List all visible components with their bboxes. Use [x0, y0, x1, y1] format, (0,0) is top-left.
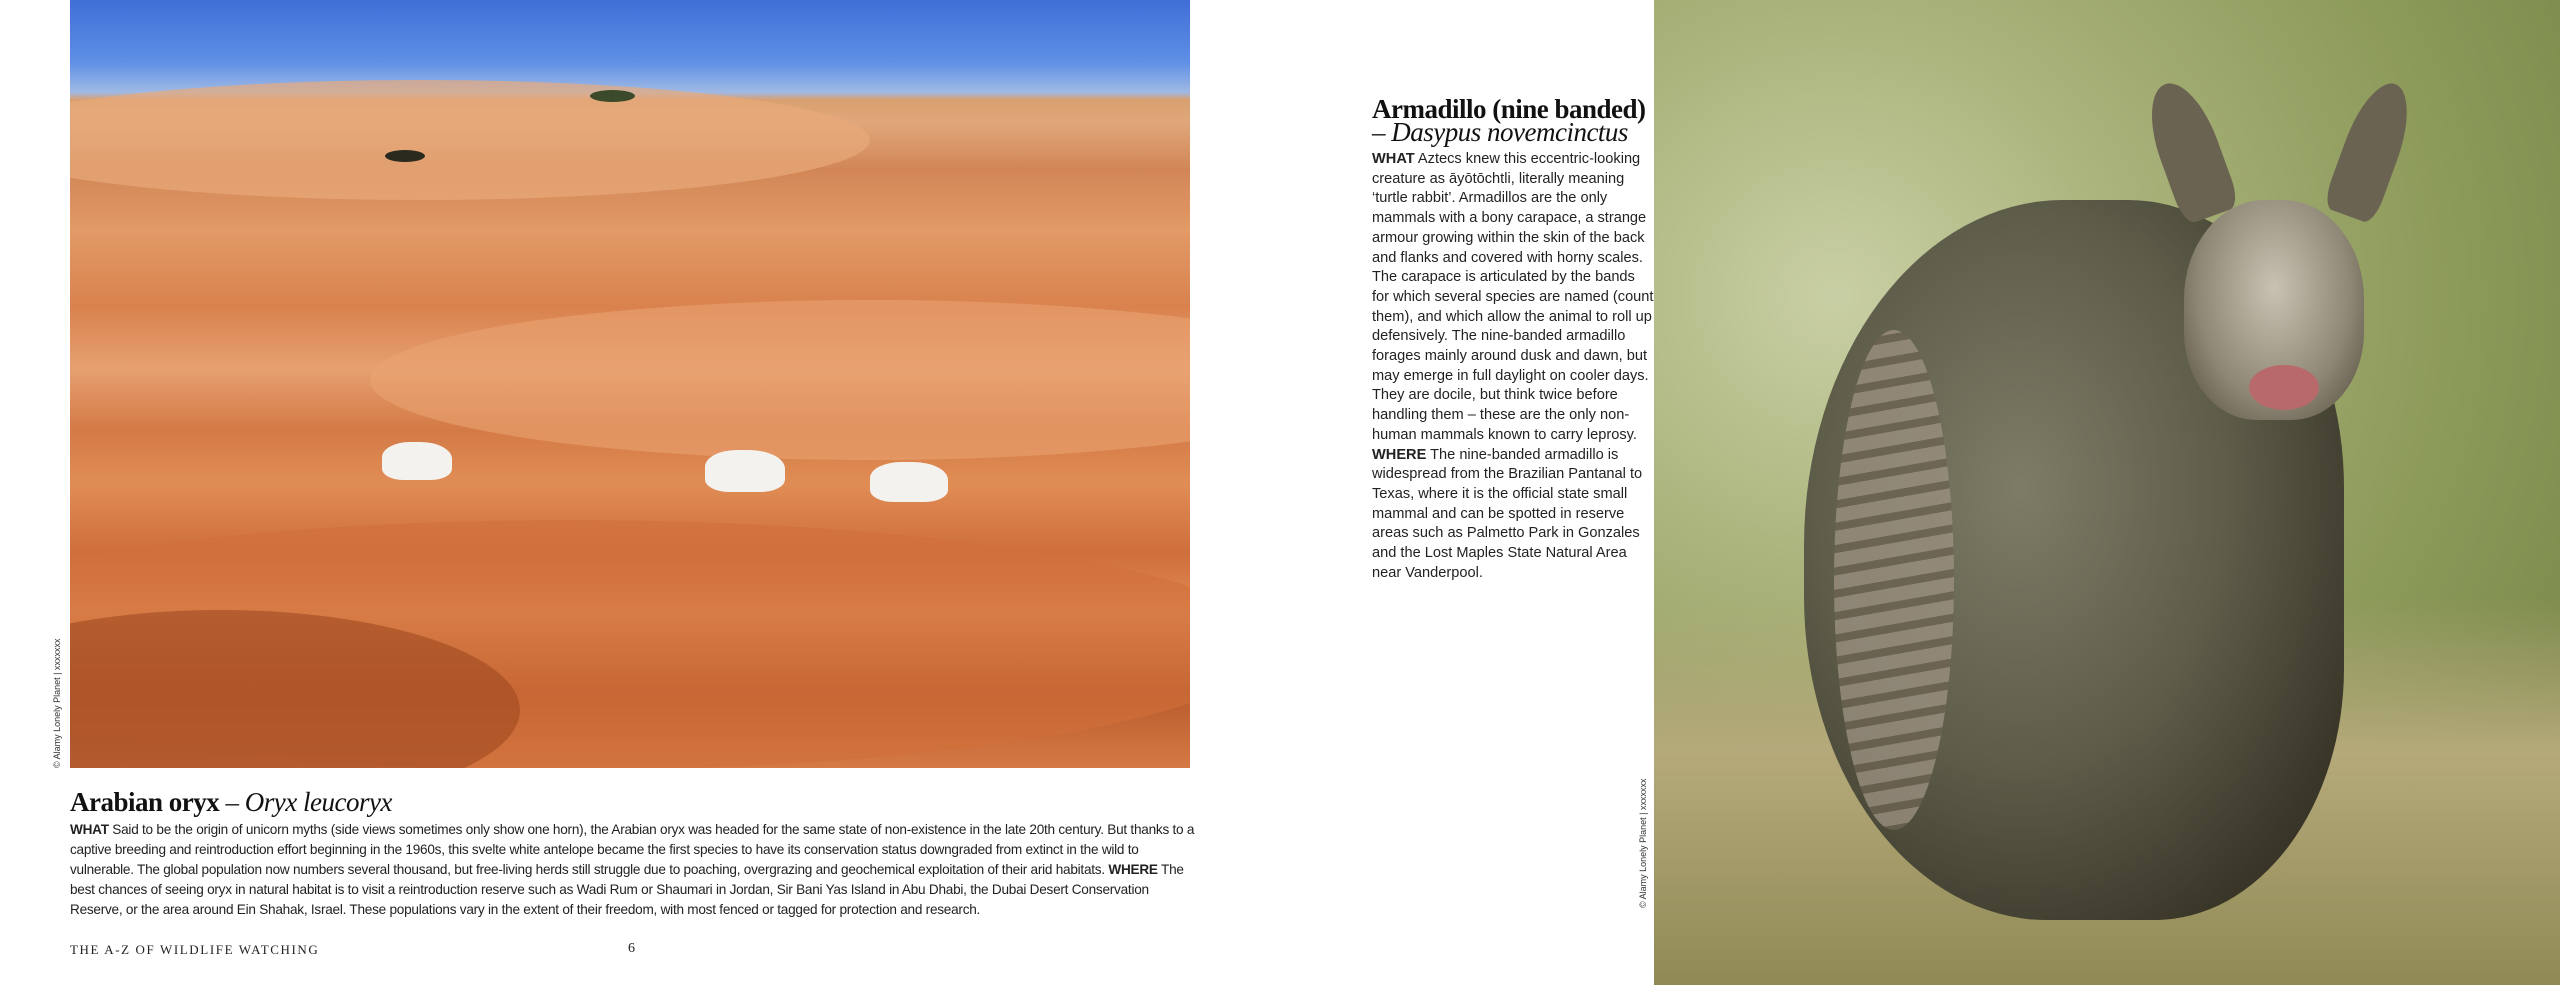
what-label: WHAT: [70, 822, 109, 837]
oryx-desert-photo: [70, 0, 1190, 768]
title-separator: –: [219, 787, 245, 817]
oryx-caption: [70, 786, 1195, 920]
armadillo-photo: [1654, 0, 2560, 985]
photo-credit: © Alamy Lonely Planet | xxxxxxx: [1638, 778, 1648, 908]
what-text: Aztecs knew this eccentric-looking creature as āyōtōchtli, literally meaning ‘turtle rabbit’. Armadillos are the only mammals with a bony carapace, a strange armour growing within the skin of the back and flanks and covered with horny scales. The carapace is articulated by the bands for which several species are named (count them), and which allow the animal to roll up defensively. The nine-banded armadillo forages mainly around dusk and dawn, but may emerge in full daylight on cooler days. They are docile, but think twice before handling them – these are the only non-human mammals known to carry leprosy.: [1372, 151, 1654, 443]
common-name: Armadillo (nine banded): [1372, 94, 1646, 124]
what-label: WHAT: [1372, 151, 1415, 167]
entry-body: [1372, 150, 1654, 583]
dune: [70, 80, 870, 200]
oryx: [870, 462, 948, 502]
where-text: The best chances of seeing oryx in natural habitat is to visit a reintroduction reserve such as Wadi Rum or Shaumari in Jordan, Sir Bani Yas Island in Abu Dhabi, the Dubai Desert Conservation Reserve, or the area around Ein Shahak, Israel. These populations vary in the extent of their freedom, with most fenced or tagged for protection and research.: [70, 862, 1184, 917]
armadillo-snout: [2249, 365, 2319, 410]
shrub: [385, 150, 425, 162]
page-number: 6: [628, 941, 635, 956]
oryx: [705, 450, 785, 492]
dune: [370, 300, 1190, 460]
oryx: [382, 442, 452, 480]
what-text: Said to be the origin of unicorn myths (side views sometimes only show one horn), the Arabian oryx was headed for the same state of non-existence in the late 20th century. But thanks to a captive breeding and reintroduction effort beginning in the 1960s, this svelte white antelope became the first species to have its conservation status downgraded from extinct in the wild to vulnerable. The global population now numbers several thousand, but free-living herds still struggle due to poaching, overgrazing and geochemical exploitation of their arid habitats.: [70, 822, 1195, 877]
armadillo-ear: [2322, 75, 2422, 225]
entry-title: [70, 786, 1195, 818]
where-text: The nine-banded armadillo is widespread from the Brazilian Pantanal to Texas, where it is the official state small mammal and can be spotted in reserve areas such as Palmetto Park in Gonzales and the Lost Maples State Natural Area near Vanderpool.: [1372, 446, 1643, 581]
scientific-name: Oryx leucoryx: [244, 787, 392, 817]
photo-credit: © Alamy Lonely Planet | xxxxxxx: [52, 638, 62, 768]
common-name: Arabian oryx: [70, 787, 220, 817]
armadillo-bands: [1834, 330, 1954, 830]
scientific-name: – Dasypus novemcinctus: [1372, 117, 1628, 147]
running-footer-title: THE A-Z OF WILDLIFE WATCHING: [70, 942, 320, 957]
entry-title: [1372, 94, 1662, 147]
shrub: [590, 90, 635, 102]
where-label: WHERE: [1372, 446, 1427, 463]
entry-body: [70, 820, 1195, 920]
armadillo-entry: [1372, 94, 1662, 583]
where-label: WHERE: [1108, 862, 1158, 877]
